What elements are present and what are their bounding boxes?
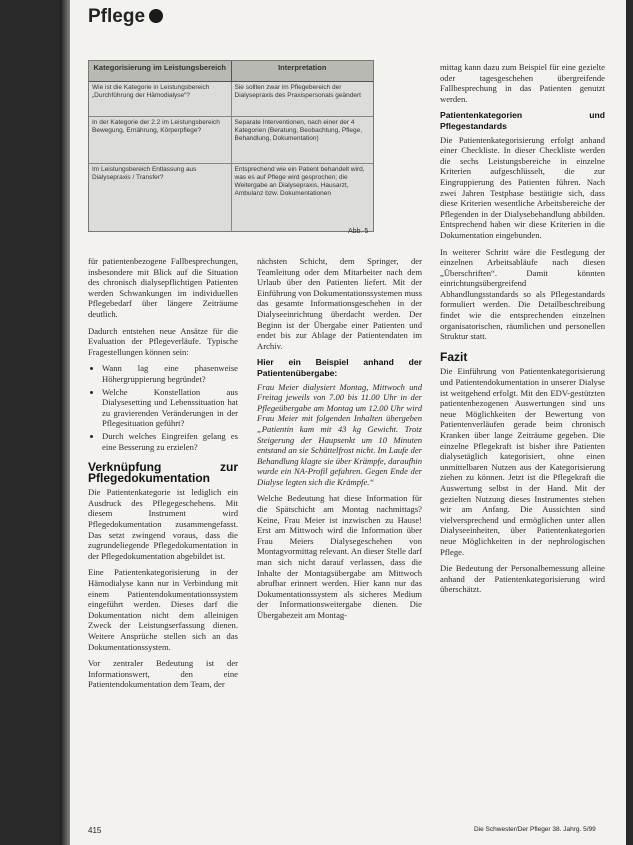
question-list <box>88 363 238 452</box>
table-row <box>89 82 373 117</box>
text-column-3 <box>440 62 605 601</box>
paragraph: Vor zentraler Bedeutung ist der Informationswert, den eine Patientendokumentation dem Team, der <box>88 658 238 690</box>
subsection-heading: Patientenkategorien und Pflegestandards <box>440 110 605 131</box>
table-header-cell: Interpretation <box>278 63 327 72</box>
table-cell: Separate Interventionen, nach einer der 4 Kategorien (Beratung, Beobachtung, Pflege, Behandlung, Dokumentation) <box>234 119 363 142</box>
page-number: 415 <box>88 826 102 835</box>
figure-caption: Abb. 5 <box>348 228 369 235</box>
paragraph: Die Bedeutung der Personalbemessung alleine anhand der Patientenkategorisierung wird überschätzt. <box>440 563 605 595</box>
journal-citation: Die Schwester/Der Pfleger 38. Jahrg. 5/99 <box>474 826 596 833</box>
example-paragraph: Frau Meier dialysiert Montag, Mittwoch und Freitag jeweils von 7.00 bis 11.00 Uhr in der Pflegeübergabe am Montag um 12.00 Uhr wird Frau Meier mit folgenden Inhalten übergeben „Patientin kam mit 43 kg Gewicht. Trotz Steigerung der Haupsenkt um 10 Minuten entstand an sie Schüttelfrost nicht. Im Laufe der Behandlung klagte sie über Krämpfe, daraufhin wurde ein NA-Profil gefahren. Gegen Ende der Dialyse legten sich die Krämpfe.“ <box>257 381 422 487</box>
subsection-heading: Hier ein Beispiel anhand der Patientenübergabe: <box>257 357 422 378</box>
table-row <box>89 164 373 232</box>
section-title: Pflege <box>88 6 146 27</box>
table-cell: Im Leistungsbereich Entlassung aus Dialysepraxis / Transfer? <box>89 164 232 232</box>
table-cell: Entsprechend wie ein Patient behandelt wird, was es auf Pflege wird gesprochen; die Weitergabe an Dialysepraxis, Hausarzt, Ambulanz bzw. Dokumentationen <box>234 166 365 197</box>
text-column-2 <box>257 256 422 627</box>
paragraph: Dadurch entstehen neue Ansätze für die Evaluation der Pflegeverläufe. Typische Fragestellungen können sein: <box>88 325 238 357</box>
paragraph: Welche Bedeutung hat diese Information für die Spätschicht am Montag nachmittags? Keine, Frau Meier ist inzwischen zu Hause! Erst am Mittwoch wird die Information über Frau Meiers Dialysegeschehen von Montagvormittag relevant. An dieser Stelle darf man sich nicht darauf verlassen, dass die Inhalte der Montagsübergabe am Mittwoch abrufbar erinnert werden. Hier kann nur das Dokumentationssystem als sicheres Medium der Informationsweitergabe dienen. Die Übergabezeit am Montag- <box>257 493 422 620</box>
list-item: • Durch welches Eingreifen gelang es eine Besserung zu erzielen? <box>102 431 238 452</box>
paragraph: Eine Patientenkategorisierung in der Hämodialyse kann nur in Verbindung mit einem Patientendokumentationssystem eingeführt werden. Dieses darf die Dokumentation nicht dem alleinigen Zweck der Leistungserfassung dienen. Weitere Ansprüche stellen sich an das Dokumentationssystem. <box>88 567 238 652</box>
list-item: • Welche Konstellation aus Dialysesetting und Lebenssituation hat zu gravierenden Veränderungen in der Pflegesituation geführt? <box>102 387 238 429</box>
paragraph: Die Einführung von Patientenkategorisierung und Patientendokumentation in unserer Dialyse ist weitgehend erfolgt. Mit den EDV-gestützten patientenbezogenen Auswertungen sind uns neue Möglichkeiten der Bewertung von Patientenverläufen gerade beim chronisch Kranken über lange Zeiträume gegeben. Die einzelne Pflegekraft ist bisher ihre Patienten dialysetäglich kategorisiert, ohne einen unmittelbaren Nutzen aus der Kategorisierung ziehen zu können. Jetzt ist die Pflegekraft die Auswertung selbst in der Hand. Mit der gezielten Nutzung dieses Instrumentes stehen wir am Anfang. Die Aussichten sind vielversprechend und ermöglichen unter allen Dialyseeinheiten, über Patientenkategorien neue Möglichkeiten in der nephrologischen Pflege. <box>440 366 605 557</box>
paragraph: Die Patientenkategorie ist lediglich ein Ausdruck des Pflegegeschehens. Mit diesem Instrument wird Pflegedokumentation zusammengefasst. Das setzt zwingend voraus, dass die zugrundeliegende Pflegedokumentation in der Pflegedokumentation abgebildet ist. <box>88 487 238 561</box>
paragraph: Die Patientenkategorisierung erfolgt anhand einer Checkliste. In dieser Checkliste werden die sechs Leistungsbereiche in einzelne Kriterien aufgeschlüsselt, die zur Eingruppierung des Patienten führen. Nach zwei Jahren Testphase bestätigte sich, dass diese Kriterien wesentliche Arbeitsbereiche der Pflegenden in der Dialysebehandlung abbilden. Entsprechend haben wir diese Kriterien in die Dokumentation eingebunden. <box>440 134 605 240</box>
table-cell: Sie sollten zwar im Pflegebereich der Dialysepraxis des Praxispersonals geändert <box>234 84 361 99</box>
fazit-heading: Fazit <box>440 349 468 364</box>
list-item: • Wann lag eine phasenweise Höhergruppierung begründet? <box>102 363 238 384</box>
figure-table <box>88 60 374 232</box>
table-header-cell: Kategorisierung im Leistungsbereich <box>89 61 232 81</box>
paragraph: nächsten Schicht, dem Springer, der Teamleitung oder dem Mitarbeiter nach dem Urlaub über den Patienten liefert. Mit der Einführung von Dokumentationssystemen muss das gesamte Informationsgeschehen in der Dialyseeinrichtung überdacht werden. Der Beginn ist der Übergabe einer Patienten und endet bis zur Ablage der Patientendaten im Archiv. <box>257 256 422 351</box>
table-header <box>89 61 373 82</box>
table-row <box>89 117 373 164</box>
page <box>70 0 626 845</box>
bullet-icon <box>149 9 163 23</box>
paragraph: mittag kann dazu zum Beispiel für eine gezielte oder tagesgeschehen übergreifende Fallbesprechung in das Patienten genutzt werden. <box>440 62 605 104</box>
paragraph: für patientenbezogene Fallbesprechungen, insbesondere mit Blick auf die Situation des chronisch dialysepflichtigen Patienten werden Schwankungen im individuellen Pflegebedarf über längere Zeiträume deutlich. <box>88 256 238 319</box>
table-cell: Wie ist die Kategorie in Leistungsbereich „Durchführung der Hämodialyse“? <box>89 82 232 116</box>
paragraph: In weiterer Schritt wäre die Festlegung der einzelnen Arbeitsabläufe nach diesen „Überschriften“. Damit könnten einrichtungsübergreifend Abhandlungsstandards so als Pflegestandards formuliert werden. Die Detailbeschreibung findet wie die entsprechenden einzelnen organisatorischen, räumlichen und personellen Struktur statt. <box>440 246 605 342</box>
section-header <box>88 6 163 28</box>
text-column-1 <box>88 256 238 696</box>
table-cell: In der Kategorie der 2.2 im Leistungsbereich Bewegung, Ernährung, Körperpflege? <box>89 117 232 163</box>
section-heading: Verknüpfung zur Pflegedokumentation <box>88 460 238 485</box>
